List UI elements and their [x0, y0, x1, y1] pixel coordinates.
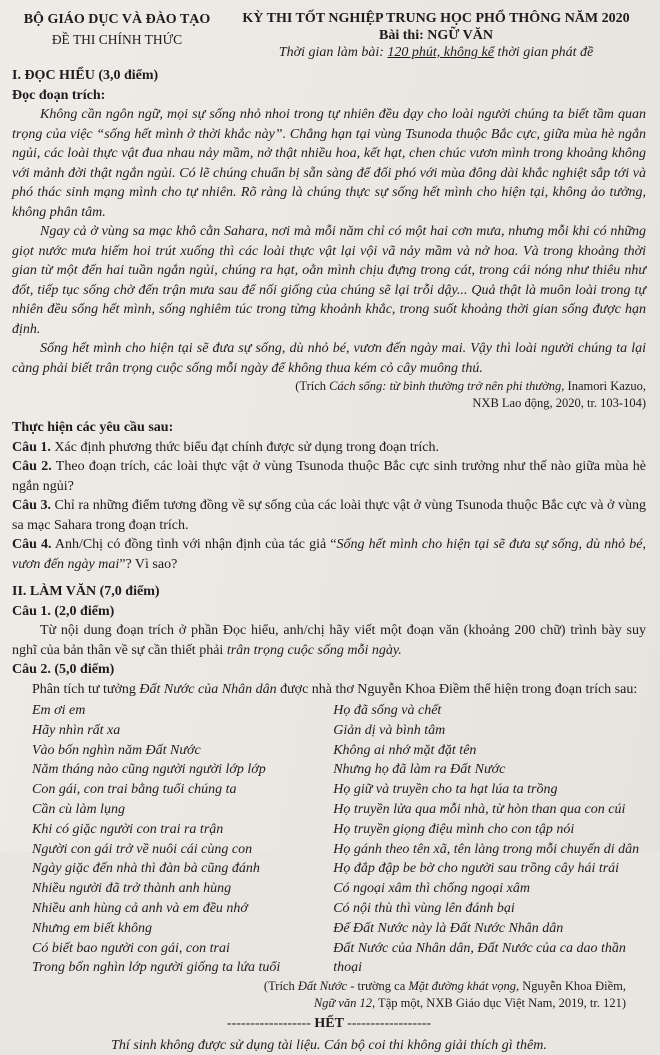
poem-left-column	[12, 701, 325, 978]
poem-line: Con gái, con trai bằng tuổi chúng ta	[32, 782, 237, 798]
question-3	[12, 496, 646, 535]
poem-excerpt	[12, 701, 646, 978]
writing-q2-body-a: Phân tích tư tưởng	[32, 681, 140, 697]
exam-header	[12, 10, 646, 58]
tasks-label: Thực hiện các yêu cầu sau:	[12, 420, 174, 435]
poem-line: Họ đắp đập be bờ cho người sau trồng cây hái trái	[333, 861, 620, 877]
citation-author: Inamori Kazuo,	[564, 379, 646, 393]
citation-prefix: (Trích	[295, 379, 330, 393]
question-1	[12, 438, 646, 458]
end-dash-right: ------------------	[347, 1016, 432, 1032]
poem-cite-book: Ngữ văn 12,	[313, 996, 376, 1011]
poem-line: Họ truyền giọng điệu mình cho con tập nói	[333, 821, 575, 837]
question-label: Câu 4.	[12, 537, 52, 552]
poem-line: Em ơi em	[32, 703, 86, 718]
poem-cite-author: Nguyễn Khoa Điềm,	[519, 979, 626, 994]
poem-line: Có nội thù thì vùng lên đánh bại	[333, 900, 515, 916]
time-suffix: thời gian phát đề	[493, 45, 594, 60]
poem-line: Hãy nhìn rất xa	[32, 722, 121, 738]
question-2	[12, 457, 646, 496]
exam-title: KỲ THI TỐT NGHIỆP TRUNG HỌC PHỔ THÔNG NĂM 2020	[242, 11, 630, 26]
question-label: Câu 3.	[12, 498, 51, 513]
excerpt-citation	[12, 378, 646, 412]
question-text: Theo đoạn trích, các loài thực vật ở vùng Tsunoda thuộc Bắc cực sinh trưởng như thế nào giữa mùa hè ngắn ngủi?	[12, 459, 646, 494]
question-quote: Sống hết mình cho hiện tại sẽ đưa sự sống, dù nhỏ bé, vươn đến ngày mai	[12, 537, 646, 572]
poem-line: Giản dị và bình tâm	[333, 722, 446, 738]
end-marker	[12, 1014, 646, 1034]
poem-cite-title: Đất Nước	[297, 979, 348, 994]
writing-question-1-text	[12, 621, 646, 660]
poem-cite-mid: - trường ca	[347, 979, 409, 994]
poem-line: Nhưng em biết không	[32, 920, 153, 936]
poem-line: Họ giữ và truyền cho ta hạt lúa ta trồng	[333, 782, 558, 798]
end-dash-left: ------------------	[226, 1016, 311, 1032]
poem-line: Nhưng họ đã làm ra Đất Nước	[333, 762, 506, 778]
poem-line: Người con gái trở về nuôi cái cùng con	[32, 841, 253, 857]
writing-q1-emphasis: trân trọng cuộc sống mỗi ngày.	[226, 642, 402, 658]
question-text: Chỉ ra những điểm tương đồng về sự sống của các loài thực vật ở vùng Tsunoda thuộc Bắc cực và ở vùng sa mạc Sahara trong đoạn trích.	[12, 498, 646, 533]
reading-heading: I. ĐỌC HIỂU (3,0 điểm)	[12, 68, 159, 83]
poem-line: Nhiều anh hùng cả anh và em đều nhớ	[32, 900, 248, 916]
question-label: Câu 1.	[12, 439, 51, 455]
official-label: ĐỀ THI CHÍNH THỨC	[51, 32, 183, 47]
poem-citation	[12, 978, 646, 1012]
poem-line: Đất Nước của Nhân dân, Đất Nước của ca dao thần thoại	[333, 940, 626, 976]
exam-subject: Bài thi: NGỮ VĂN	[379, 28, 493, 43]
writing-q2-emphasis: Đất Nước của Nhân dân	[139, 681, 277, 697]
question-label: Câu 2.	[12, 459, 52, 474]
poem-cite-epic: Mặt đường khát vọng,	[408, 979, 520, 994]
excerpt-paragraph-2: Ngay cả ở vùng sa mạc khô cằn Sahara, nơi mà mỗi năm chỉ có một hai cơn mưa, nhưng mỗi khi có những giọt nước mưa hiếm hoi trút xuống thì các loài thực vật lại vội vã nảy mầm và nở hoa. Và trong khoảng thời gian từ một đến hai tuần ngắn ngủi, chúng ra hạt, oằn mình chịu đựng trong cát, trong cái nóng như thiêu như đốt, tiếp tục sống chờ đến trận mưa sau để nối giống của chúng sẽ lại trỗi dậy... Quả thật là muôn loài trong tự nhiên đều sống hết mình, sống nghiêm túc trong từng khoảnh khắc, trong suốt khoảng thời gian sống được hạn định.	[12, 224, 646, 337]
time-value: 120 phút, không kể	[387, 45, 494, 60]
poem-line: Nhiều người đã trở thành anh hùng	[32, 881, 232, 897]
poem-line: Họ truyền lửa qua mỗi nhà, từ hòn than qua con cúi	[333, 801, 626, 817]
poem-line: Năm tháng nào cũng người người lớp lớp	[32, 762, 266, 778]
poem-line: Trong bốn nghìn lớp người giống ta lứa tuổi	[32, 960, 281, 976]
citation-title: Cách sống: từ bình thường trở nên phi thường,	[329, 379, 565, 393]
poem-right-column	[325, 701, 646, 978]
question-text: Xác định phương thức biểu đạt chính được sử dụng trong đoạn trích.	[50, 439, 439, 455]
question-4	[12, 535, 646, 574]
writing-q1-body: Từ nội dung đoạn trích ở phần Đọc hiểu, anh/chị hãy viết một đoạn văn (khoảng 200 chữ) trình bày suy nghĩ của bản thân về sự cần thiết phải	[12, 623, 646, 658]
poem-cite-prefix: (Trích	[263, 979, 298, 994]
poem-line: Có ngoại xâm thì chống ngoại xâm	[333, 881, 530, 897]
writing-question-2-label: Câu 2. (5,0 điểm)	[12, 662, 115, 677]
exam-title-block	[226, 10, 646, 58]
excerpt-paragraph-3: Sống hết mình cho hiện tại sẽ đưa sự sống, dù nhỏ bé, vươn đến ngày mai. Vậy thì loài người chúng ta lại càng phải biết trân trọng cuộc sống mỗi ngày để không thua kém cỏ cây muông thú.	[12, 341, 646, 376]
ministry-block	[12, 10, 222, 58]
writing-heading: II. LÀM VĂN (7,0 điểm)	[12, 584, 160, 599]
poem-line: Có biết bao người con gái, con trai	[32, 940, 230, 956]
poem-line: Ngày giặc đến nhà thì đàn bà cũng đánh	[32, 861, 260, 877]
poem-line: Khi có giặc người con trai ra trận	[32, 821, 224, 837]
poem-line: Không ai nhớ mặt đặt tên	[333, 742, 477, 758]
question-end: ”? Vì sao?	[119, 556, 178, 572]
exam-time	[226, 44, 646, 61]
poem-cite-publisher: Tập một, NXB Giáo dục Việt Nam, 2019, tr. 121)	[375, 996, 626, 1011]
excerpt-label: Đọc đoạn trích:	[12, 87, 106, 103]
writing-question-2-text	[12, 680, 646, 700]
candidate-note: Thí sinh không được sử dụng tài liệu. Cán bộ coi thi không giải thích gì thêm.	[111, 1037, 547, 1053]
ministry-name: BỘ GIÁO DỤC VÀ ĐÀO TẠO	[23, 12, 211, 27]
end-label: HẾT	[310, 1016, 348, 1032]
time-prefix: Thời gian làm bài:	[278, 45, 388, 60]
writing-question-1-label: Câu 1. (2,0 điểm)	[12, 603, 115, 619]
question-text: Anh/Chị có đồng tình với nhận định của tác giả “	[51, 537, 337, 552]
citation-publisher: NXB Lao động, 2020, tr. 103-104)	[472, 396, 646, 410]
poem-line: Để Đất Nước này là Đất Nước Nhân dân	[333, 920, 564, 936]
poem-line: Họ đã sống và chết	[333, 703, 442, 718]
excerpt-paragraph-1: Không cần ngôn ngữ, mọi sự sống nhỏ nhoi trong tự nhiên đều dạy cho loài người chúng ta biết tầm quan trọng của việc “sống hết mình ở thời khắc này”. Chẳng hạn tại vùng Tsunoda thuộc Bắc cực, giữa mùa hè ngắn ngủi, các loài thực vật đua nhau nảy mầm, nở thật nhiều hoa, kết hạt, chen chúc vươn mình trong khoảng không với mảnh đời thật ngắn ngủi. Có lẽ chúng chuẩn bị sẵn sàng để đối phó với mùa đông dài khắc nghiệt sắp tới và phó thác sinh mạng mình cho tự nhiên. Rõ ràng là chúng thực sự sống hết mình cho hiện tại, không ảo tưởng, không phân tâm.	[12, 107, 646, 220]
poem-line: Họ gánh theo tên xã, tên làng trong mỗi chuyến di dân	[333, 841, 640, 857]
poem-line: Cần cù làm lụng	[32, 801, 125, 817]
poem-line: Vào bốn nghìn năm Đất Nước	[32, 742, 201, 758]
writing-q2-body-b: được nhà thơ Nguyễn Khoa Điềm thể hiện trong đoạn trích sau:	[276, 681, 638, 697]
